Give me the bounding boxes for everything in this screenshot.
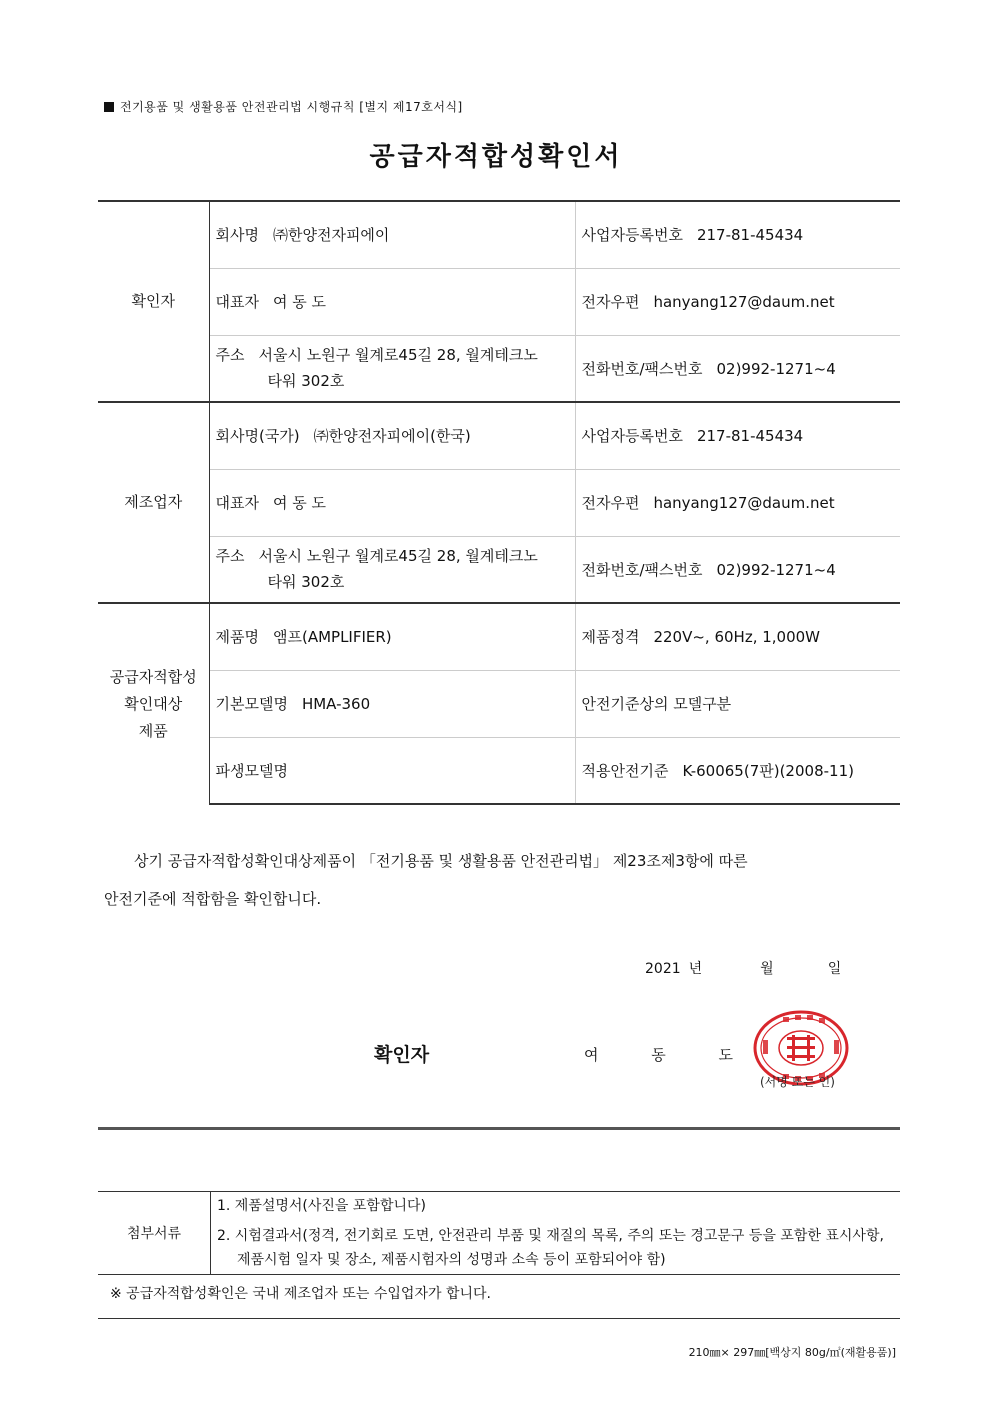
field-label: 주소: [215, 547, 245, 566]
field-value: 앰프(AMPLIFIER): [272, 628, 392, 647]
signature-name: 여 동 도: [584, 1046, 758, 1064]
field-value: 여 동 도: [272, 293, 326, 311]
field-value: hanyang127@daum.net: [653, 494, 835, 512]
section-label-manufacturer: 제조업자: [98, 402, 209, 603]
form-reference: [104, 98, 463, 115]
square-bullet-icon: [104, 102, 114, 112]
confirmation-statement: [104, 842, 894, 918]
field-value: 217-81-45434: [696, 427, 804, 446]
field-value: 서울시 노원구 월계로45길 28, 월계테크노: [258, 547, 538, 566]
field-value: 타워 302호: [267, 573, 345, 592]
signature-note: (서명 또는 인): [760, 1075, 835, 1089]
confirmer-rep-cell: [209, 268, 575, 335]
bottom-rule: [98, 1318, 900, 1319]
field-label: 대표자: [215, 494, 259, 512]
manufacturer-reg-cell: [575, 402, 900, 469]
confirmer-company-cell: [209, 201, 575, 268]
field-value: K-60065(7판)(2008-11): [682, 761, 854, 780]
date-year: 2021: [645, 961, 681, 977]
field-label: 대표자: [215, 293, 259, 311]
signature-label: 확인자: [374, 1044, 430, 1066]
product-standard-cell: [575, 737, 900, 804]
field-value: HMA-360: [301, 695, 371, 713]
section-divider: [98, 1127, 900, 1130]
product-name-cell: [209, 603, 575, 670]
section-label-line: 제품: [138, 721, 168, 740]
footer-note: ※ 공급자적합성확인은 국내 제조업자 또는 수입업자가 합니다.: [110, 1286, 491, 1302]
field-value: hanyang127@daum.net: [653, 293, 835, 311]
section-label-product: [98, 603, 209, 804]
date-line: [645, 958, 841, 978]
form-reference-text: 전기용품 및 생활용품 안전관리법 시행규칙 [별지 제17호서식]: [120, 100, 463, 114]
statement-line: 안전기준에 적합함을 확인합니다.: [104, 890, 322, 908]
field-label: 전자우편: [581, 494, 640, 512]
manufacturer-address-cell: [209, 536, 575, 603]
field-value: ㈜한양전자피에이: [272, 226, 390, 245]
field-value: ㈜한양전자피에이(한국): [313, 427, 471, 446]
attachments-table: [98, 1191, 900, 1275]
manufacturer-email-cell: [575, 469, 900, 536]
product-model-cell: [209, 670, 575, 737]
product-derived-model-cell: [209, 737, 575, 804]
attachments-items: [211, 1192, 901, 1275]
field-label: 사업자등록번호: [581, 226, 683, 245]
paper-spec: 210㎜× 297㎜[백상지 80g/㎡(재활용품)]: [688, 1346, 896, 1359]
date-day-unit: 일: [827, 961, 842, 977]
section-label-line: 공급자적합성: [109, 667, 197, 686]
field-label: 전화번호/팩스번호: [581, 359, 703, 378]
field-value: 타워 302호: [267, 372, 345, 391]
statement-line: 상기 공급자적합성확인대상제품이 「전기용품 및 생활용품 안전관리법」 제23조제3항에 따른: [134, 852, 748, 870]
field-label: 안전기준상의 모델구분: [581, 695, 732, 713]
manufacturer-rep-cell: [209, 469, 575, 536]
manufacturer-company-cell: [209, 402, 575, 469]
product-model-class-cell: [575, 670, 900, 737]
field-label: 제품정격: [581, 628, 640, 647]
field-label: 파생모델명: [215, 761, 288, 780]
section-label-line: 확인대상: [124, 694, 183, 713]
document-title: 공급자적합성확인서: [369, 142, 623, 172]
field-value: 여 동 도: [272, 494, 326, 512]
field-value: 220V~, 60Hz, 1,000W: [653, 628, 821, 647]
field-value: 217-81-45434: [696, 226, 804, 245]
field-label: 전화번호/팩스번호: [581, 560, 703, 579]
field-value: 02)992-1271~4: [716, 560, 836, 579]
field-label: 사업자등록번호: [581, 427, 683, 446]
section-label-confirmer: 확인자: [98, 201, 209, 402]
confirmer-email-cell: [575, 268, 900, 335]
attachments-label: 첨부서류: [98, 1192, 211, 1275]
field-value: 서울시 노원구 월계로45길 28, 월계테크노: [258, 346, 538, 365]
product-rating-cell: [575, 603, 900, 670]
field-label: 기본모델명: [215, 695, 288, 713]
confirmer-address-cell: [209, 335, 575, 402]
field-value: 02)992-1271~4: [716, 359, 836, 378]
info-table: [98, 200, 900, 805]
field-label: 회사명(국가): [215, 427, 300, 446]
field-label: 적용안전기준: [581, 761, 669, 780]
field-label: 주소: [215, 346, 245, 365]
confirmer-phone-cell: [575, 335, 900, 402]
field-label: 전자우편: [581, 293, 640, 311]
field-label: 제품명: [215, 628, 259, 647]
date-month-unit: 월: [760, 961, 774, 977]
field-label: 회사명: [215, 226, 259, 245]
confirmer-reg-cell: [575, 201, 900, 268]
attachment-item: 2. 시험결과서(정격, 전기회로 도면, 안전관리 부품 및 재질의 목록, 주의 또는 경고문구 등을 포함한 표시사항, 제품시험 일자 및 장소, 제품시험자의 성명과 소속 등이 포함되어야 함): [217, 1228, 884, 1268]
manufacturer-phone-cell: [575, 536, 900, 603]
date-year-unit: 년: [688, 961, 703, 977]
attachment-item: 1. 제품설명서(사진을 포함합니다): [217, 1198, 426, 1214]
